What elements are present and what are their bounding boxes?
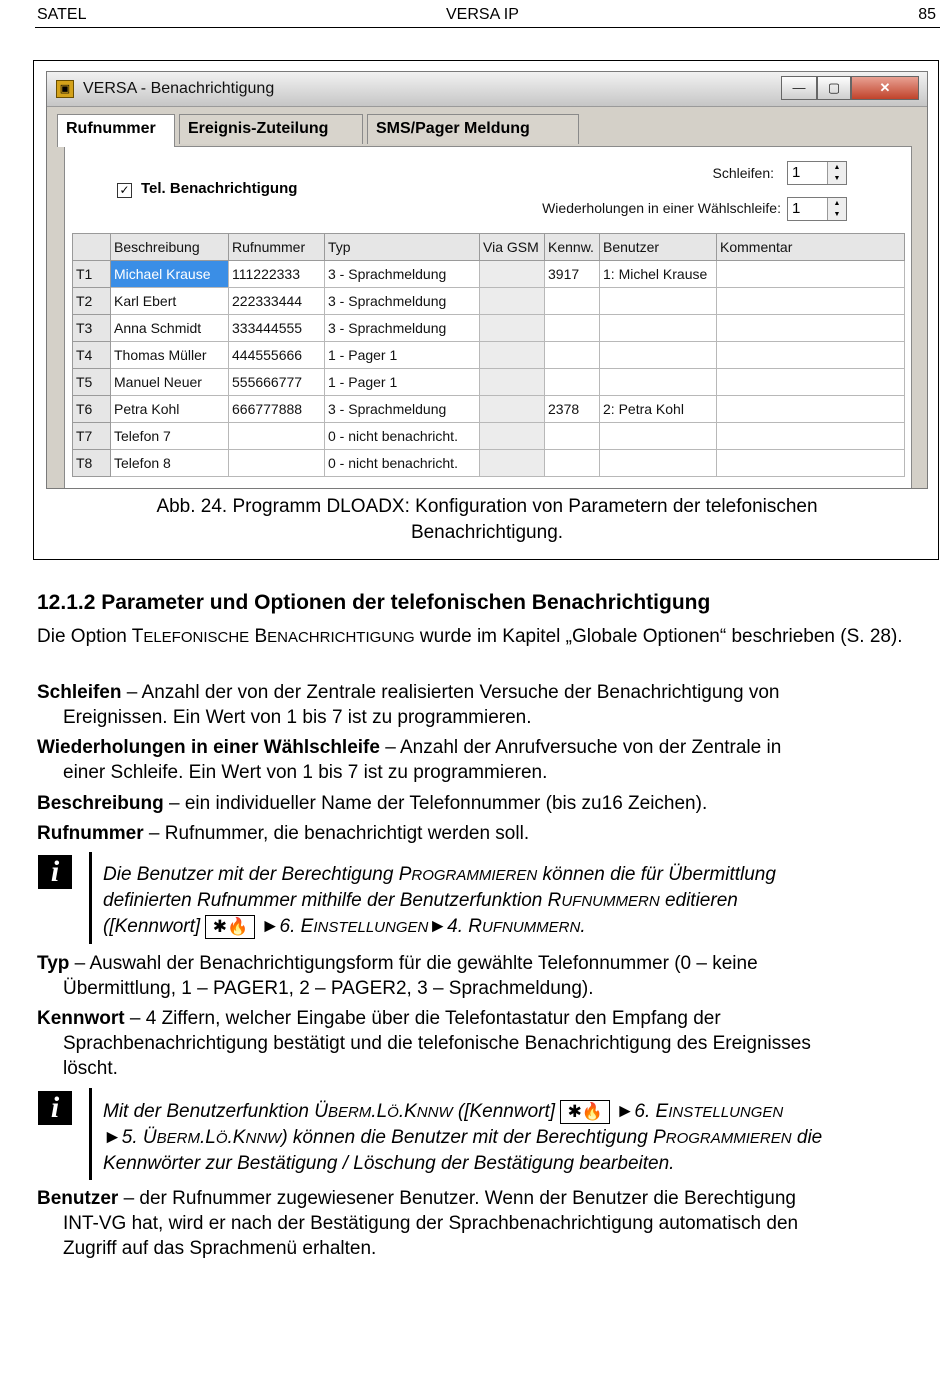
cell-benutzer[interactable] [600, 450, 717, 477]
caption-line: Abb. 24. Programm DLOADX: Konfiguration von Parametern der telefonischen [156, 496, 818, 517]
table-row[interactable] [73, 369, 905, 396]
cell-kommentar[interactable] [717, 288, 905, 315]
note-kennwort: Mit der Benutzerfunktion ÜBERM.LÖ.KNNW ([Kennwort] ✱🔥 ►6. EINSTELLUNGEN ►5. ÜBERM.LÖ.KNNW) können die Benutzer mit der Berechtigung PROGRAMMIEREN die Kennwörter zur Bestätigung / Löschung der Bestätigung bearbeiten. [103, 1101, 823, 1174]
cell-row-header: T7 [73, 423, 111, 450]
cell-benutzer[interactable]: 1: Michel Krause [600, 261, 717, 288]
cell-kennwort[interactable] [545, 369, 600, 396]
cell-beschreibung[interactable]: Telefon 7 [111, 423, 229, 450]
col-header-kommentar[interactable]: Kommentar [717, 234, 905, 261]
app-window [46, 71, 928, 489]
table-row[interactable] [73, 450, 905, 477]
cell-beschreibung[interactable]: Anna Schmidt [111, 315, 229, 342]
tab-panel [64, 146, 912, 489]
cell-via-gsm[interactable] [480, 288, 545, 315]
cell-via-gsm[interactable] [480, 315, 545, 342]
note-programmieren: Die Benutzer mit der Berechtigung PROGRAMMIEREN können die für Übermittlung definierten Rufnummer mithilfe der Benutzerfunktion RUFNUMMERN editieren ([Kennwort] ✱🔥 ►6. EINSTELLUNGEN►4. RUFNUMMERN. [103, 864, 776, 937]
schleifen-label: Schleifen: [712, 165, 774, 181]
intro-paragraph: Die Option TELEFONISCHE BENACHRICHTIGUNG wurde im Kapitel „Globale Optionen“ beschrieben (S. 28). [37, 626, 903, 647]
col-header-benutzer[interactable]: Benutzer [600, 234, 717, 261]
cell-via-gsm[interactable] [480, 342, 545, 369]
cell-benutzer[interactable] [600, 342, 717, 369]
cell-row-header: T3 [73, 315, 111, 342]
wiederholungen-label: Wiederholungen in einer Wählschleife: [542, 200, 781, 216]
spin-down-icon[interactable]: ▼ [828, 173, 846, 184]
cell-rufnummer[interactable] [229, 450, 325, 477]
cell-typ[interactable]: 3 - Sprachmeldung [325, 396, 480, 423]
cell-via-gsm[interactable] [480, 396, 545, 423]
cell-row-header: T4 [73, 342, 111, 369]
spin-up-icon[interactable]: ▲ [828, 198, 846, 210]
cell-rufnummer[interactable]: 222333444 [229, 288, 325, 315]
cell-typ[interactable]: 0 - nicht benachricht. [325, 450, 480, 477]
header-rule [35, 27, 940, 28]
section-title: 12.1.2 Parameter und Optionen der telefonischen Benachrichtigung [37, 591, 711, 614]
cell-benutzer[interactable] [600, 369, 717, 396]
cell-kennwort[interactable] [545, 288, 600, 315]
rufnummer-definition: Rufnummer – Rufnummer, die benachrichtigt werden soll. [37, 823, 530, 844]
tab-rufnummer[interactable]: Rufnummer [57, 114, 175, 147]
minimize-button[interactable]: — [781, 76, 817, 100]
table-row[interactable] [73, 342, 905, 369]
close-button[interactable]: ✕ [851, 76, 919, 100]
key-star-fire-icon: ✱🔥 [560, 1100, 610, 1124]
cell-kennwort[interactable] [545, 315, 600, 342]
header-left: SATEL [37, 6, 87, 23]
window-title: VERSA - Benachrichtigung [83, 80, 275, 97]
cell-kommentar[interactable] [717, 315, 905, 342]
benutzer-definition: Benutzer – der Rufnummer zugewiesener Benutzer. Wenn der Benutzer die Berechtigung INT-VG hat, wird er nach der Bestätigung der Sprachbenachrichtigung automatisch den Zugriff auf das Sprachmenü erhalten. [37, 1188, 799, 1259]
cell-kommentar[interactable] [717, 396, 905, 423]
cell-typ[interactable]: 0 - nicht benachricht. [325, 423, 480, 450]
cell-kennwort[interactable] [545, 450, 600, 477]
spin-down-icon[interactable]: ▼ [828, 209, 846, 220]
key-star-fire-icon: ✱🔥 [205, 915, 255, 939]
header-center: VERSA IP [446, 6, 519, 23]
title-bar[interactable] [47, 72, 927, 107]
col-header-rufnummer[interactable]: Rufnummer [229, 234, 325, 261]
figure-caption [34, 494, 940, 546]
cell-beschreibung[interactable]: Thomas Müller [111, 342, 229, 369]
kennwort-definition: Kennwort – 4 Ziffern, welcher Eingabe über die Telefontastatur den Empfang der Sprachbenachrichtigung bestätigt und die telefonische Benachrichtigung des Ereignisses löscht. [37, 1008, 811, 1079]
cell-via-gsm[interactable] [480, 423, 545, 450]
cell-row-header: T8 [73, 450, 111, 477]
note-bar [89, 1088, 92, 1180]
cell-row-header: T6 [73, 396, 111, 423]
cell-typ[interactable]: 3 - Sprachmeldung [325, 315, 480, 342]
cell-typ[interactable]: 1 - Pager 1 [325, 342, 480, 369]
cell-kennwort[interactable] [545, 423, 600, 450]
tab-sms-pager[interactable]: SMS/Pager Meldung [367, 114, 579, 144]
note-bar [89, 852, 92, 944]
spin-up-icon[interactable]: ▲ [828, 162, 846, 174]
rufnummer-table [72, 233, 905, 477]
col-header-kennwort[interactable]: Kennw. [545, 234, 600, 261]
tel-benachrichtigung-label: Tel. Benachrichtigung [141, 180, 298, 197]
col-header-typ[interactable]: Typ [325, 234, 480, 261]
table-row[interactable] [73, 288, 905, 315]
beschreibung-definition: Beschreibung – ein individueller Name der Telefonnummer (bis zu16 Zeichen). [37, 793, 708, 814]
cell-benutzer[interactable]: 2: Petra Kohl [600, 396, 717, 423]
cell-beschreibung[interactable]: Karl Ebert [111, 288, 229, 315]
cell-typ[interactable]: 3 - Sprachmeldung [325, 288, 480, 315]
info-icon: i [38, 1091, 72, 1125]
typ-definition: Typ – Auswahl der Benachrichtigungsform für die gewählte Telefonnummer (0 – keine Übermittlung, 1 – PAGER1, 2 – PAGER2, 3 – Sprachmeldung). [37, 953, 758, 999]
wiederholungen-definition: Wiederholungen in einer Wählschleife – Anzahl der Anrufversuche von der Zentrale in einer Schleife. Ein Wert von 1 bis 7 ist zu programmieren. [37, 737, 782, 783]
cell-via-gsm[interactable] [480, 450, 545, 477]
col-header-beschreibung[interactable]: Beschreibung [111, 234, 229, 261]
figure-frame [33, 60, 939, 560]
col-header-via-gsm[interactable]: Via GSM [480, 234, 545, 261]
table-row[interactable] [73, 261, 905, 288]
table-row[interactable] [73, 396, 905, 423]
cell-typ[interactable]: 1 - Pager 1 [325, 369, 480, 396]
wiederholungen-spinner[interactable] [787, 197, 847, 221]
schleifen-definition: Schleifen – Anzahl der von der Zentrale realisierten Versuche der Benachrichtigung von Ereignissen. Ein Wert von 1 bis 7 ist zu programmieren. [37, 682, 780, 728]
app-icon: ▣ [56, 80, 74, 98]
cell-benutzer[interactable] [600, 315, 717, 342]
col-header [73, 234, 111, 261]
cell-kennwort[interactable] [545, 342, 600, 369]
cell-row-header: T5 [73, 369, 111, 396]
cell-kommentar[interactable] [717, 261, 905, 288]
wiederholungen-value: 1 [792, 200, 801, 217]
table-header-row [73, 234, 905, 261]
table-row[interactable] [73, 315, 905, 342]
cell-beschreibung[interactable]: Petra Kohl [111, 396, 229, 423]
cell-rufnummer[interactable]: 444555666 [229, 342, 325, 369]
tel-benachrichtigung-checkbox[interactable]: ✓ [117, 183, 132, 198]
cell-via-gsm[interactable] [480, 369, 545, 396]
caption-line: Benachrichtigung. [410, 522, 564, 543]
cell-via-gsm[interactable] [480, 261, 545, 288]
cell-rufnummer[interactable]: 333444555 [229, 315, 325, 342]
cell-kommentar[interactable] [717, 369, 905, 396]
cell-kennwort[interactable]: 2378 [545, 396, 600, 423]
cell-benutzer[interactable] [600, 423, 717, 450]
cell-beschreibung[interactable]: Manuel Neuer [111, 369, 229, 396]
cell-kommentar[interactable] [717, 423, 905, 450]
cell-beschreibung[interactable]: Telefon 8 [111, 450, 229, 477]
cell-benutzer[interactable] [600, 288, 717, 315]
cell-kommentar[interactable] [717, 342, 905, 369]
cell-beschreibung[interactable]: Michael Krause [111, 261, 229, 288]
cell-typ[interactable]: 3 - Sprachmeldung [325, 261, 480, 288]
cell-rufnummer[interactable]: 666777888 [229, 396, 325, 423]
schleifen-value: 1 [792, 164, 801, 181]
cell-rufnummer[interactable] [229, 423, 325, 450]
info-icon: i [38, 855, 72, 889]
cell-rufnummer[interactable]: 111222333 [229, 261, 325, 288]
cell-kennwort[interactable]: 3917 [545, 261, 600, 288]
cell-row-header: T1 [73, 261, 111, 288]
cell-kommentar[interactable] [717, 450, 905, 477]
tab-ereignis-zuteilung[interactable]: Ereignis-Zuteilung [179, 114, 363, 144]
table-row[interactable] [73, 423, 905, 450]
schleifen-spinner[interactable] [787, 161, 847, 185]
header-page-number: 85 [918, 6, 936, 23]
cell-rufnummer[interactable]: 555666777 [229, 369, 325, 396]
maximize-button[interactable]: ▢ [817, 76, 851, 100]
cell-row-header: T2 [73, 288, 111, 315]
